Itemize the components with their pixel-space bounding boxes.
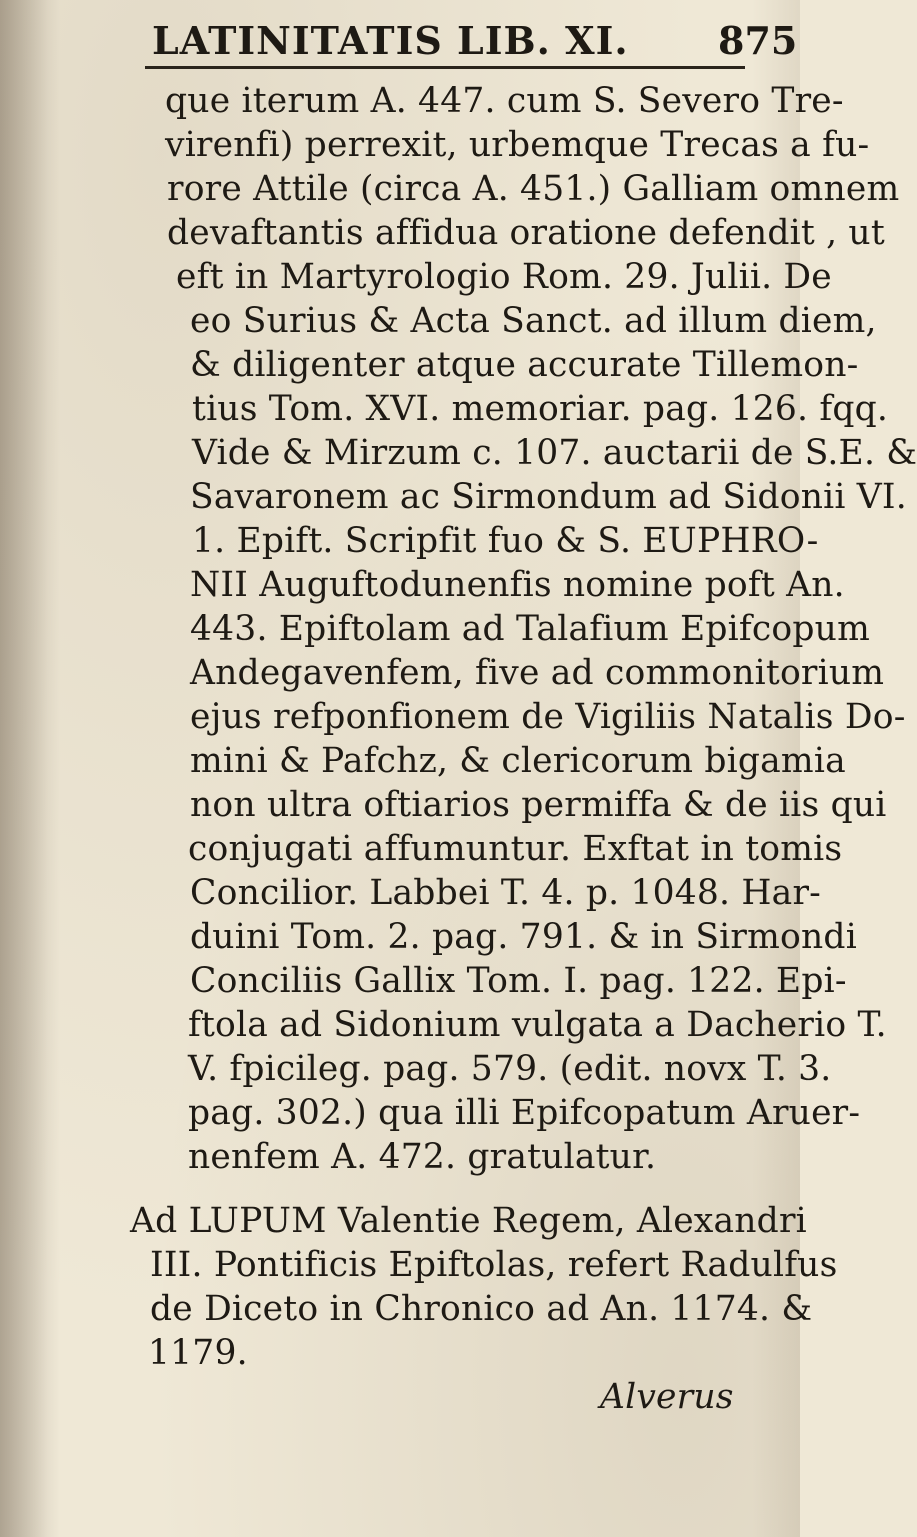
text-line: Ad LUPUM Valentie Regem, Alexandri <box>130 1201 807 1241</box>
text-line: de Diceto in Chronico ad An. 1174. & <box>150 1289 813 1329</box>
text-line: non ultra oftiarios permiffa & de iis qui <box>190 785 887 825</box>
text-line: virenfi) perrexit, urbemque Trecas a fu- <box>165 125 870 165</box>
running-title: LATINITATIS LIB. XI. <box>152 18 629 63</box>
text-line: Savaronem ac Sirmondum ad Sidonii VI. <box>190 477 907 517</box>
header-rule <box>145 66 745 69</box>
page-number: 875 <box>718 18 798 63</box>
text-line: V. fpicileg. pag. 579. (edit. novx T. 3. <box>188 1049 832 1089</box>
page-header <box>0 8 800 66</box>
text-line: conjugati affumuntur. Exftat in tomis <box>188 829 843 869</box>
catchword: Alverus <box>600 1377 734 1417</box>
text-line: pag. 302.) qua illi Epifcopatum Aruer- <box>188 1093 861 1133</box>
text-line: 1. Epift. Scripfit fuo & S. EUPHRO- <box>192 521 819 561</box>
text-line: NII Auguftodunenfis nomine poft An. <box>190 565 845 605</box>
text-line: que iterum A. 447. cum S. Severo Tre- <box>165 81 844 121</box>
text-line: 1179. <box>148 1333 248 1373</box>
text-line: ejus refponfionem de Vigiliis Natalis Do- <box>190 697 906 737</box>
text-line: 443. Epiftolam ad Talafium Epifcopum <box>190 609 870 649</box>
text-line: III. Pontificis Epiftolas, refert Radulfus <box>150 1245 838 1285</box>
text-line: & diligenter atque accurate Tillemon- <box>190 345 859 385</box>
text-line: duini Tom. 2. pag. 791. & in Sirmondi <box>190 917 857 957</box>
binding-shadow <box>0 0 60 1537</box>
text-line: Andegavenfem, five ad commonitorium <box>190 653 885 693</box>
text-line: Vide & Mirzum c. 107. auctarii de S.E. & <box>192 433 917 473</box>
text-line: eft in Martyrologio Rom. 29. Julii. De <box>176 257 832 297</box>
text-line: ftola ad Sidonium vulgata a Dacherio T. <box>188 1005 887 1045</box>
text-line: devaftantis affidua oratione defendit , ut <box>167 213 885 253</box>
text-line: Conciliis Gallix Tom. I. pag. 122. Epi- <box>190 961 847 1001</box>
text-line: mini & Pafchz, & clericorum bigamia <box>190 741 846 781</box>
text-line: nenfem A. 472. gratulatur. <box>188 1137 657 1177</box>
text-line: Concilior. Labbei T. 4. p. 1048. Har- <box>190 873 821 913</box>
text-line: tius Tom. XVI. memoriar. pag. 126. fqq. <box>192 389 889 429</box>
text-line: rore Attile (circa A. 451.) Galliam omnem <box>167 169 900 209</box>
text-line: eo Surius & Acta Sanct. ad illum diem, <box>190 301 877 341</box>
